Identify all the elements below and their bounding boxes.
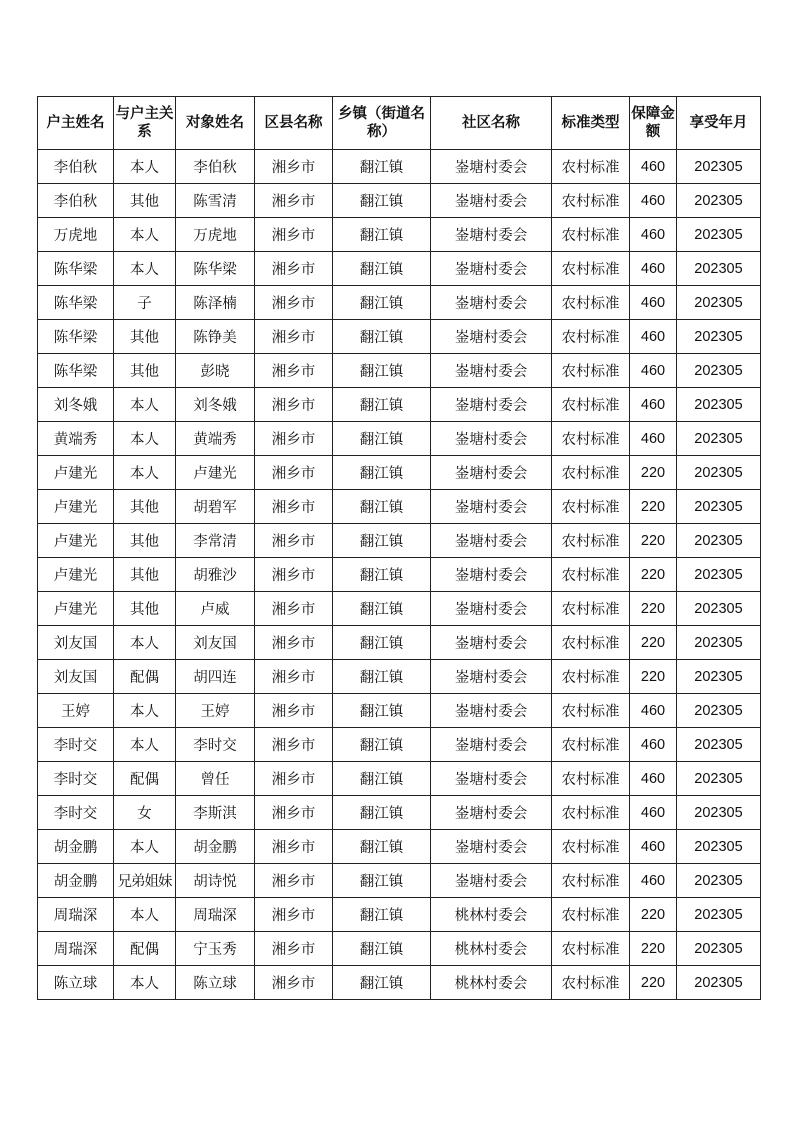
cell-county: 湘乡市 <box>255 524 333 558</box>
cell-community: 崟塘村委会 <box>431 524 552 558</box>
cell-relation: 配偶 <box>114 932 176 966</box>
cell-recipient-name: 刘冬娥 <box>176 388 255 422</box>
cell-community: 崟塘村委会 <box>431 728 552 762</box>
cell-period: 202305 <box>677 796 761 830</box>
cell-community: 崟塘村委会 <box>431 830 552 864</box>
cell-township: 翻江镇 <box>333 354 431 388</box>
cell-township: 翻江镇 <box>333 422 431 456</box>
table-row <box>38 694 761 728</box>
cell-householder-name: 卢建光 <box>38 456 114 490</box>
cell-period: 202305 <box>677 592 761 626</box>
cell-recipient-name: 陈铮美 <box>176 320 255 354</box>
cell-relation: 配偶 <box>114 660 176 694</box>
cell-county: 湘乡市 <box>255 218 333 252</box>
cell-community: 崟塘村委会 <box>431 422 552 456</box>
cell-recipient-name: 万虎地 <box>176 218 255 252</box>
cell-amount: 460 <box>630 796 677 830</box>
cell-standard-type: 农村标准 <box>552 252 630 286</box>
cell-county: 湘乡市 <box>255 592 333 626</box>
cell-relation: 女 <box>114 796 176 830</box>
cell-householder-name: 卢建光 <box>38 524 114 558</box>
cell-relation: 本人 <box>114 728 176 762</box>
cell-county: 湘乡市 <box>255 796 333 830</box>
cell-county: 湘乡市 <box>255 932 333 966</box>
table-row <box>38 558 761 592</box>
cell-amount: 220 <box>630 966 677 1000</box>
cell-amount: 460 <box>630 218 677 252</box>
cell-householder-name: 胡金鹏 <box>38 830 114 864</box>
cell-householder-name: 李伯秋 <box>38 184 114 218</box>
cell-period: 202305 <box>677 218 761 252</box>
cell-standard-type: 农村标准 <box>552 218 630 252</box>
cell-relation: 本人 <box>114 626 176 660</box>
cell-relation: 其他 <box>114 320 176 354</box>
cell-township: 翻江镇 <box>333 626 431 660</box>
cell-relation: 子 <box>114 286 176 320</box>
cell-township: 翻江镇 <box>333 490 431 524</box>
cell-community: 桃林村委会 <box>431 932 552 966</box>
cell-township: 翻江镇 <box>333 966 431 1000</box>
table-row <box>38 660 761 694</box>
cell-period: 202305 <box>677 830 761 864</box>
cell-amount: 460 <box>630 184 677 218</box>
cell-township: 翻江镇 <box>333 694 431 728</box>
cell-period: 202305 <box>677 252 761 286</box>
cell-householder-name: 陈华梁 <box>38 320 114 354</box>
cell-township: 翻江镇 <box>333 898 431 932</box>
cell-recipient-name: 卢建光 <box>176 456 255 490</box>
cell-relation: 本人 <box>114 456 176 490</box>
cell-township: 翻江镇 <box>333 524 431 558</box>
cell-county: 湘乡市 <box>255 354 333 388</box>
cell-householder-name: 刘冬娥 <box>38 388 114 422</box>
cell-period: 202305 <box>677 626 761 660</box>
cell-township: 翻江镇 <box>333 864 431 898</box>
cell-standard-type: 农村标准 <box>552 966 630 1000</box>
cell-period: 202305 <box>677 898 761 932</box>
cell-community: 崟塘村委会 <box>431 864 552 898</box>
header-recipient-name: 对象姓名 <box>176 97 255 150</box>
cell-period: 202305 <box>677 966 761 1000</box>
cell-amount: 460 <box>630 728 677 762</box>
cell-standard-type: 农村标准 <box>552 660 630 694</box>
cell-relation: 本人 <box>114 150 176 184</box>
table-row <box>38 354 761 388</box>
cell-county: 湘乡市 <box>255 456 333 490</box>
cell-recipient-name: 彭晓 <box>176 354 255 388</box>
cell-householder-name: 周瑞深 <box>38 932 114 966</box>
cell-period: 202305 <box>677 150 761 184</box>
cell-county: 湘乡市 <box>255 830 333 864</box>
cell-standard-type: 农村标准 <box>552 184 630 218</box>
cell-community: 崟塘村委会 <box>431 150 552 184</box>
table-row <box>38 286 761 320</box>
cell-standard-type: 农村标准 <box>552 456 630 490</box>
cell-standard-type: 农村标准 <box>552 932 630 966</box>
cell-community: 崟塘村委会 <box>431 592 552 626</box>
cell-recipient-name: 周瑞深 <box>176 898 255 932</box>
cell-standard-type: 农村标准 <box>552 490 630 524</box>
cell-township: 翻江镇 <box>333 558 431 592</box>
cell-householder-name: 李时交 <box>38 762 114 796</box>
cell-recipient-name: 黄端秀 <box>176 422 255 456</box>
cell-period: 202305 <box>677 762 761 796</box>
cell-amount: 220 <box>630 932 677 966</box>
header-period: 享受年月 <box>677 97 761 150</box>
cell-householder-name: 胡金鹏 <box>38 864 114 898</box>
cell-township: 翻江镇 <box>333 320 431 354</box>
table-row <box>38 252 761 286</box>
cell-recipient-name: 王婷 <box>176 694 255 728</box>
cell-community: 崟塘村委会 <box>431 218 552 252</box>
cell-recipient-name: 胡碧军 <box>176 490 255 524</box>
cell-relation: 本人 <box>114 898 176 932</box>
cell-community: 崟塘村委会 <box>431 354 552 388</box>
cell-standard-type: 农村标准 <box>552 694 630 728</box>
cell-period: 202305 <box>677 660 761 694</box>
cell-standard-type: 农村标准 <box>552 796 630 830</box>
cell-standard-type: 农村标准 <box>552 762 630 796</box>
cell-amount: 220 <box>630 660 677 694</box>
cell-community: 崟塘村委会 <box>431 320 552 354</box>
cell-standard-type: 农村标准 <box>552 626 630 660</box>
cell-county: 湘乡市 <box>255 388 333 422</box>
cell-amount: 460 <box>630 252 677 286</box>
cell-community: 崟塘村委会 <box>431 456 552 490</box>
table-row <box>38 456 761 490</box>
cell-standard-type: 农村标准 <box>552 354 630 388</box>
table-row <box>38 966 761 1000</box>
cell-recipient-name: 李时交 <box>176 728 255 762</box>
cell-period: 202305 <box>677 524 761 558</box>
table-row <box>38 626 761 660</box>
cell-standard-type: 农村标准 <box>552 150 630 184</box>
header-householder-name: 户主姓名 <box>38 97 114 150</box>
cell-amount: 460 <box>630 354 677 388</box>
cell-recipient-name: 陈华梁 <box>176 252 255 286</box>
cell-county: 湘乡市 <box>255 898 333 932</box>
cell-township: 翻江镇 <box>333 388 431 422</box>
cell-amount: 460 <box>630 320 677 354</box>
cell-recipient-name: 陈雪清 <box>176 184 255 218</box>
cell-period: 202305 <box>677 422 761 456</box>
cell-recipient-name: 胡四连 <box>176 660 255 694</box>
cell-community: 桃林村委会 <box>431 966 552 1000</box>
cell-householder-name: 周瑞深 <box>38 898 114 932</box>
cell-householder-name: 陈华梁 <box>38 354 114 388</box>
cell-amount: 460 <box>630 830 677 864</box>
cell-township: 翻江镇 <box>333 796 431 830</box>
cell-county: 湘乡市 <box>255 490 333 524</box>
cell-householder-name: 陈立球 <box>38 966 114 1000</box>
table-row <box>38 150 761 184</box>
cell-amount: 460 <box>630 286 677 320</box>
cell-householder-name: 卢建光 <box>38 490 114 524</box>
cell-recipient-name: 胡雅沙 <box>176 558 255 592</box>
cell-relation: 兄弟姐妹 <box>114 864 176 898</box>
cell-householder-name: 黄端秀 <box>38 422 114 456</box>
cell-community: 崟塘村委会 <box>431 286 552 320</box>
cell-standard-type: 农村标准 <box>552 422 630 456</box>
cell-recipient-name: 曾任 <box>176 762 255 796</box>
table-row <box>38 184 761 218</box>
table-body <box>38 150 761 1000</box>
cell-relation: 其他 <box>114 524 176 558</box>
cell-amount: 220 <box>630 626 677 660</box>
cell-recipient-name: 陈泽楠 <box>176 286 255 320</box>
cell-relation: 本人 <box>114 830 176 864</box>
cell-period: 202305 <box>677 694 761 728</box>
table-row <box>38 830 761 864</box>
table-row <box>38 422 761 456</box>
cell-relation: 本人 <box>114 218 176 252</box>
cell-community: 桃林村委会 <box>431 898 552 932</box>
cell-county: 湘乡市 <box>255 150 333 184</box>
cell-householder-name: 卢建光 <box>38 558 114 592</box>
cell-standard-type: 农村标准 <box>552 898 630 932</box>
cell-relation: 本人 <box>114 252 176 286</box>
table-row <box>38 490 761 524</box>
cell-county: 湘乡市 <box>255 864 333 898</box>
cell-county: 湘乡市 <box>255 728 333 762</box>
cell-recipient-name: 李斯淇 <box>176 796 255 830</box>
cell-period: 202305 <box>677 286 761 320</box>
cell-householder-name: 陈华梁 <box>38 286 114 320</box>
cell-period: 202305 <box>677 388 761 422</box>
cell-county: 湘乡市 <box>255 694 333 728</box>
cell-recipient-name: 刘友国 <box>176 626 255 660</box>
cell-period: 202305 <box>677 354 761 388</box>
cell-township: 翻江镇 <box>333 830 431 864</box>
cell-relation: 其他 <box>114 354 176 388</box>
header-township: 乡镇（街道名称） <box>333 97 431 150</box>
cell-standard-type: 农村标准 <box>552 592 630 626</box>
cell-standard-type: 农村标准 <box>552 286 630 320</box>
cell-township: 翻江镇 <box>333 932 431 966</box>
cell-standard-type: 农村标准 <box>552 830 630 864</box>
cell-relation: 配偶 <box>114 762 176 796</box>
header-county: 区县名称 <box>255 97 333 150</box>
cell-amount: 220 <box>630 592 677 626</box>
header-row <box>38 97 761 150</box>
cell-recipient-name: 宁玉秀 <box>176 932 255 966</box>
cell-township: 翻江镇 <box>333 456 431 490</box>
cell-recipient-name: 卢威 <box>176 592 255 626</box>
cell-township: 翻江镇 <box>333 218 431 252</box>
cell-relation: 本人 <box>114 388 176 422</box>
cell-recipient-name: 胡诗悦 <box>176 864 255 898</box>
table-row <box>38 218 761 252</box>
cell-county: 湘乡市 <box>255 422 333 456</box>
cell-community: 崟塘村委会 <box>431 694 552 728</box>
cell-amount: 460 <box>630 422 677 456</box>
cell-relation: 其他 <box>114 592 176 626</box>
cell-householder-name: 刘友国 <box>38 660 114 694</box>
cell-county: 湘乡市 <box>255 286 333 320</box>
cell-amount: 220 <box>630 558 677 592</box>
cell-community: 崟塘村委会 <box>431 490 552 524</box>
header-amount: 保障金额 <box>630 97 677 150</box>
cell-amount: 220 <box>630 490 677 524</box>
cell-township: 翻江镇 <box>333 660 431 694</box>
cell-period: 202305 <box>677 320 761 354</box>
cell-householder-name: 陈华梁 <box>38 252 114 286</box>
cell-county: 湘乡市 <box>255 320 333 354</box>
cell-standard-type: 农村标准 <box>552 388 630 422</box>
cell-amount: 460 <box>630 762 677 796</box>
cell-householder-name: 李时交 <box>38 728 114 762</box>
cell-community: 崟塘村委会 <box>431 388 552 422</box>
cell-community: 崟塘村委会 <box>431 660 552 694</box>
cell-township: 翻江镇 <box>333 728 431 762</box>
cell-relation: 其他 <box>114 184 176 218</box>
table-row <box>38 864 761 898</box>
table-row <box>38 762 761 796</box>
cell-township: 翻江镇 <box>333 252 431 286</box>
cell-community: 崟塘村委会 <box>431 558 552 592</box>
cell-amount: 460 <box>630 864 677 898</box>
cell-community: 崟塘村委会 <box>431 762 552 796</box>
cell-county: 湘乡市 <box>255 252 333 286</box>
cell-recipient-name: 陈立球 <box>176 966 255 1000</box>
cell-amount: 220 <box>630 898 677 932</box>
cell-relation: 本人 <box>114 966 176 1000</box>
cell-standard-type: 农村标准 <box>552 524 630 558</box>
cell-householder-name: 刘友国 <box>38 626 114 660</box>
cell-county: 湘乡市 <box>255 660 333 694</box>
cell-amount: 460 <box>630 150 677 184</box>
header-relation: 与户主关系 <box>114 97 176 150</box>
cell-recipient-name: 李常清 <box>176 524 255 558</box>
table-row <box>38 898 761 932</box>
header-community: 社区名称 <box>431 97 552 150</box>
table-row <box>38 796 761 830</box>
cell-householder-name: 万虎地 <box>38 218 114 252</box>
cell-community: 崟塘村委会 <box>431 252 552 286</box>
cell-county: 湘乡市 <box>255 558 333 592</box>
table-row <box>38 932 761 966</box>
cell-county: 湘乡市 <box>255 184 333 218</box>
cell-amount: 460 <box>630 388 677 422</box>
table-row <box>38 592 761 626</box>
table-row <box>38 524 761 558</box>
cell-period: 202305 <box>677 932 761 966</box>
cell-period: 202305 <box>677 456 761 490</box>
cell-standard-type: 农村标准 <box>552 864 630 898</box>
cell-township: 翻江镇 <box>333 592 431 626</box>
cell-standard-type: 农村标准 <box>552 558 630 592</box>
header-standard-type: 标准类型 <box>552 97 630 150</box>
cell-period: 202305 <box>677 864 761 898</box>
cell-relation: 其他 <box>114 558 176 592</box>
cell-county: 湘乡市 <box>255 966 333 1000</box>
cell-householder-name: 李伯秋 <box>38 150 114 184</box>
cell-standard-type: 农村标准 <box>552 728 630 762</box>
cell-community: 崟塘村委会 <box>431 796 552 830</box>
cell-recipient-name: 胡金鹏 <box>176 830 255 864</box>
cell-community: 崟塘村委会 <box>431 184 552 218</box>
cell-householder-name: 卢建光 <box>38 592 114 626</box>
cell-township: 翻江镇 <box>333 150 431 184</box>
cell-householder-name: 王婷 <box>38 694 114 728</box>
cell-township: 翻江镇 <box>333 184 431 218</box>
cell-standard-type: 农村标准 <box>552 320 630 354</box>
cell-county: 湘乡市 <box>255 762 333 796</box>
cell-township: 翻江镇 <box>333 286 431 320</box>
cell-amount: 220 <box>630 524 677 558</box>
cell-amount: 460 <box>630 694 677 728</box>
cell-period: 202305 <box>677 558 761 592</box>
cell-township: 翻江镇 <box>333 762 431 796</box>
cell-recipient-name: 李伯秋 <box>176 150 255 184</box>
cell-county: 湘乡市 <box>255 626 333 660</box>
cell-period: 202305 <box>677 490 761 524</box>
table-row <box>38 728 761 762</box>
cell-relation: 本人 <box>114 694 176 728</box>
cell-amount: 220 <box>630 456 677 490</box>
cell-community: 崟塘村委会 <box>431 626 552 660</box>
table-row <box>38 320 761 354</box>
table-row <box>38 388 761 422</box>
relief-recipients-table <box>37 96 761 1000</box>
cell-relation: 本人 <box>114 422 176 456</box>
cell-householder-name: 李时交 <box>38 796 114 830</box>
cell-relation: 其他 <box>114 490 176 524</box>
cell-period: 202305 <box>677 728 761 762</box>
cell-period: 202305 <box>677 184 761 218</box>
